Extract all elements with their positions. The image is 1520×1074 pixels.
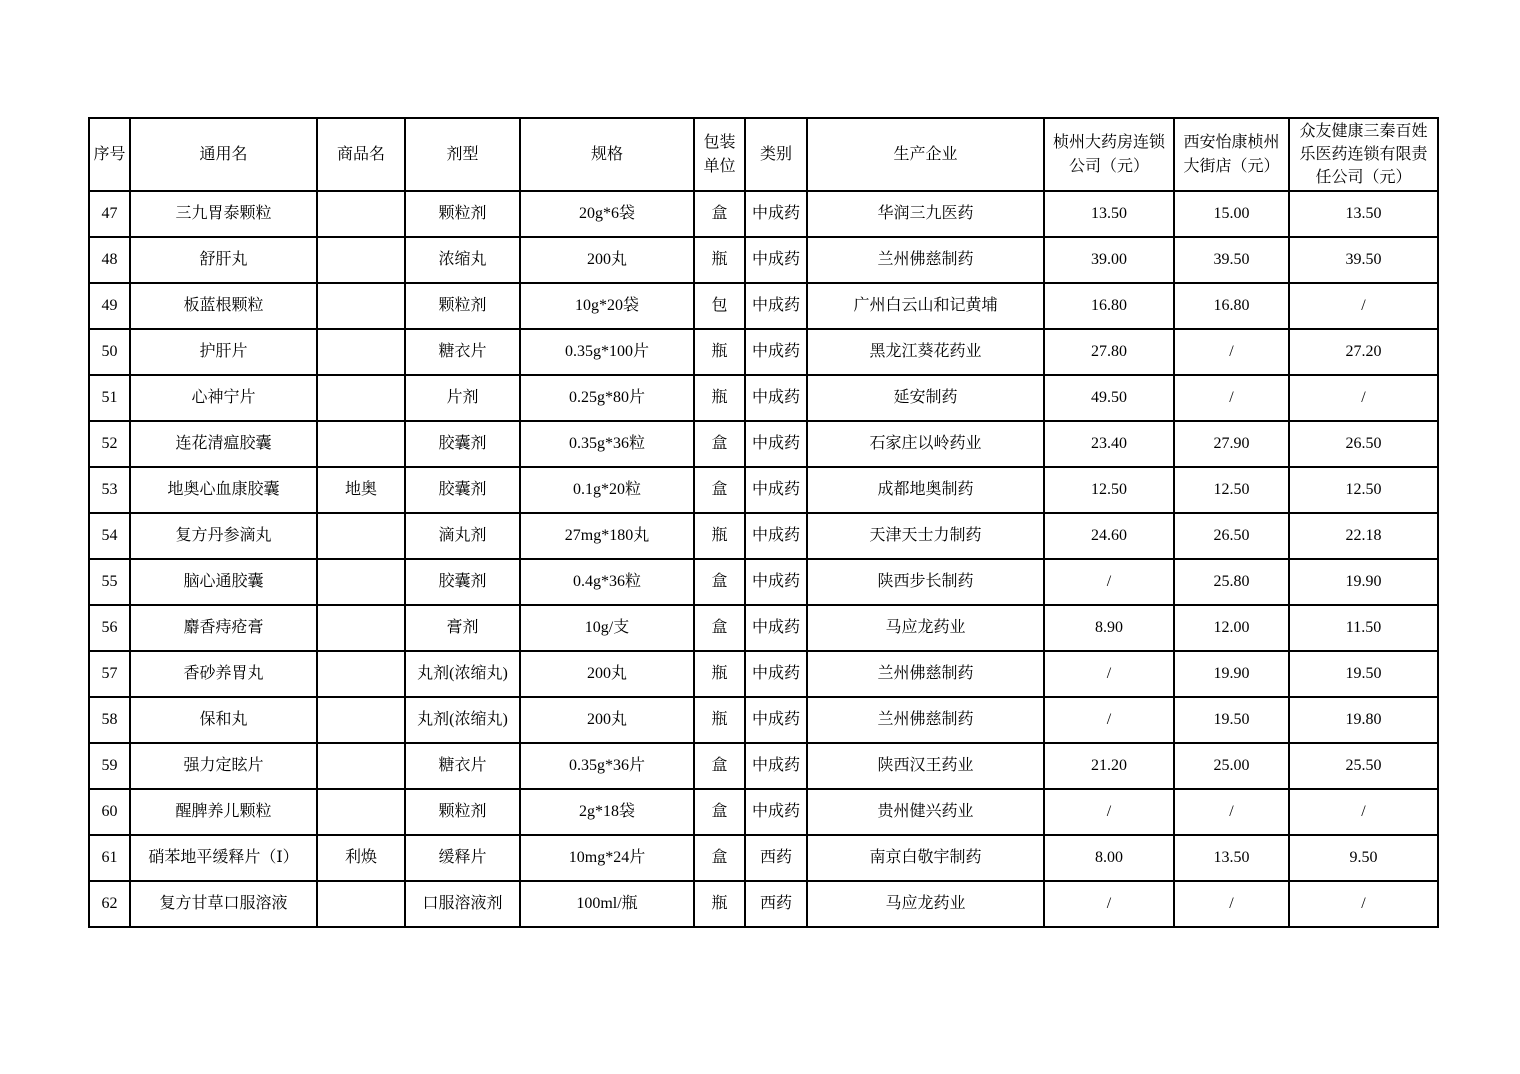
dosage-form-cell: 颗粒剂 xyxy=(405,789,520,835)
manufacturer-cell: 天津天士力制药 xyxy=(807,513,1044,559)
price-zhongyou-health-cell: 13.50 xyxy=(1289,191,1438,237)
price-yikang-dajie-cell: 12.00 xyxy=(1174,605,1289,651)
index-cell: 49 xyxy=(89,283,130,329)
category-cell: 中成药 xyxy=(745,421,807,467)
index-cell: 54 xyxy=(89,513,130,559)
header-dosage-form: 剂型 xyxy=(405,118,520,191)
index-cell: 59 xyxy=(89,743,130,789)
index-cell: 48 xyxy=(89,237,130,283)
header-specification: 规格 xyxy=(520,118,694,191)
package-unit-cell: 瓶 xyxy=(694,329,745,375)
table-row xyxy=(89,835,1438,881)
table-row xyxy=(89,513,1438,559)
brand-name-cell xyxy=(317,697,405,743)
price-yikang-dajie-cell: / xyxy=(1174,375,1289,421)
manufacturer-cell: 黑龙江葵花药业 xyxy=(807,329,1044,375)
dosage-form-cell: 浓缩丸 xyxy=(405,237,520,283)
brand-name-cell xyxy=(317,283,405,329)
dosage-form-cell: 滴丸剂 xyxy=(405,513,520,559)
specification-cell: 200丸 xyxy=(520,697,694,743)
generic-name-cell: 舒肝丸 xyxy=(130,237,317,283)
price-yikang-dajie-cell: 15.00 xyxy=(1174,191,1289,237)
price-zhenzhou-chain-cell: / xyxy=(1044,881,1174,927)
price-zhenzhou-chain-cell: / xyxy=(1044,789,1174,835)
brand-name-cell xyxy=(317,237,405,283)
category-cell: 中成药 xyxy=(745,283,807,329)
specification-cell: 200丸 xyxy=(520,237,694,283)
category-cell: 中成药 xyxy=(745,467,807,513)
category-cell: 中成药 xyxy=(745,513,807,559)
manufacturer-cell: 马应龙药业 xyxy=(807,605,1044,651)
specification-cell: 0.35g*36粒 xyxy=(520,421,694,467)
category-cell: 西药 xyxy=(745,881,807,927)
manufacturer-cell: 广州白云山和记黄埔 xyxy=(807,283,1044,329)
price-zhenzhou-chain-cell: 13.50 xyxy=(1044,191,1174,237)
category-cell: 中成药 xyxy=(745,559,807,605)
price-yikang-dajie-cell: 26.50 xyxy=(1174,513,1289,559)
category-cell: 中成药 xyxy=(745,191,807,237)
dosage-form-cell: 胶囊剂 xyxy=(405,559,520,605)
category-cell: 中成药 xyxy=(745,237,807,283)
package-unit-cell: 瓶 xyxy=(694,881,745,927)
price-zhenzhou-chain-cell: 39.00 xyxy=(1044,237,1174,283)
specification-cell: 200丸 xyxy=(520,651,694,697)
specification-cell: 100ml/瓶 xyxy=(520,881,694,927)
package-unit-cell: 瓶 xyxy=(694,375,745,421)
generic-name-cell: 香砂养胃丸 xyxy=(130,651,317,697)
header-price-zhenzhou-chain: 桢州大药房连锁公司（元） xyxy=(1044,118,1174,191)
header-package-unit: 包装单位 xyxy=(694,118,745,191)
index-cell: 50 xyxy=(89,329,130,375)
price-zhongyou-health-cell: / xyxy=(1289,283,1438,329)
brand-name-cell xyxy=(317,881,405,927)
dosage-form-cell: 胶囊剂 xyxy=(405,467,520,513)
price-zhongyou-health-cell: 19.80 xyxy=(1289,697,1438,743)
specification-cell: 10g/支 xyxy=(520,605,694,651)
header-price-zhongyou-health: 众友健康三秦百姓乐医药连锁有限责任公司（元） xyxy=(1289,118,1438,191)
price-zhongyou-health-cell: / xyxy=(1289,375,1438,421)
price-zhenzhou-chain-cell: / xyxy=(1044,697,1174,743)
manufacturer-cell: 延安制药 xyxy=(807,375,1044,421)
price-zhongyou-health-cell: 22.18 xyxy=(1289,513,1438,559)
brand-name-cell: 地奥 xyxy=(317,467,405,513)
table-row xyxy=(89,605,1438,651)
generic-name-cell: 三九胃泰颗粒 xyxy=(130,191,317,237)
generic-name-cell: 保和丸 xyxy=(130,697,317,743)
generic-name-cell: 地奥心血康胶囊 xyxy=(130,467,317,513)
table-row xyxy=(89,697,1438,743)
manufacturer-cell: 南京白敬宇制药 xyxy=(807,835,1044,881)
category-cell: 中成药 xyxy=(745,789,807,835)
brand-name-cell xyxy=(317,329,405,375)
manufacturer-cell: 兰州佛慈制药 xyxy=(807,697,1044,743)
brand-name-cell xyxy=(317,559,405,605)
brand-name-cell xyxy=(317,651,405,697)
package-unit-cell: 瓶 xyxy=(694,651,745,697)
table-row xyxy=(89,559,1438,605)
price-zhenzhou-chain-cell: / xyxy=(1044,559,1174,605)
package-unit-cell: 盒 xyxy=(694,835,745,881)
brand-name-cell xyxy=(317,191,405,237)
drug-price-table xyxy=(88,117,1439,928)
price-yikang-dajie-cell: 12.50 xyxy=(1174,467,1289,513)
category-cell: 中成药 xyxy=(745,329,807,375)
index-cell: 52 xyxy=(89,421,130,467)
generic-name-cell: 麝香痔疮膏 xyxy=(130,605,317,651)
generic-name-cell: 复方丹参滴丸 xyxy=(130,513,317,559)
manufacturer-cell: 陕西步长制药 xyxy=(807,559,1044,605)
package-unit-cell: 瓶 xyxy=(694,513,745,559)
table-row xyxy=(89,421,1438,467)
index-cell: 55 xyxy=(89,559,130,605)
price-zhenzhou-chain-cell: 16.80 xyxy=(1044,283,1174,329)
dosage-form-cell: 糖衣片 xyxy=(405,329,520,375)
manufacturer-cell: 马应龙药业 xyxy=(807,881,1044,927)
header-category: 类别 xyxy=(745,118,807,191)
brand-name-cell xyxy=(317,513,405,559)
price-zhongyou-health-cell: 25.50 xyxy=(1289,743,1438,789)
price-yikang-dajie-cell: / xyxy=(1174,329,1289,375)
brand-name-cell xyxy=(317,605,405,651)
category-cell: 中成药 xyxy=(745,605,807,651)
price-zhongyou-health-cell: 19.50 xyxy=(1289,651,1438,697)
generic-name-cell: 强力定眩片 xyxy=(130,743,317,789)
table-row xyxy=(89,467,1438,513)
price-zhongyou-health-cell: 11.50 xyxy=(1289,605,1438,651)
price-zhongyou-health-cell: 9.50 xyxy=(1289,835,1438,881)
package-unit-cell: 盒 xyxy=(694,191,745,237)
specification-cell: 10g*20袋 xyxy=(520,283,694,329)
price-zhongyou-health-cell: 12.50 xyxy=(1289,467,1438,513)
price-yikang-dajie-cell: 13.50 xyxy=(1174,835,1289,881)
table-row xyxy=(89,191,1438,237)
price-zhenzhou-chain-cell: 27.80 xyxy=(1044,329,1174,375)
specification-cell: 10mg*24片 xyxy=(520,835,694,881)
dosage-form-cell: 颗粒剂 xyxy=(405,283,520,329)
header-row xyxy=(89,118,1438,191)
price-zhongyou-health-cell: / xyxy=(1289,789,1438,835)
index-cell: 51 xyxy=(89,375,130,421)
price-zhenzhou-chain-cell: 8.00 xyxy=(1044,835,1174,881)
price-yikang-dajie-cell: 19.50 xyxy=(1174,697,1289,743)
manufacturer-cell: 成都地奥制药 xyxy=(807,467,1044,513)
price-zhenzhou-chain-cell: 49.50 xyxy=(1044,375,1174,421)
dosage-form-cell: 丸剂(浓缩丸) xyxy=(405,651,520,697)
dosage-form-cell: 颗粒剂 xyxy=(405,191,520,237)
generic-name-cell: 连花清瘟胶囊 xyxy=(130,421,317,467)
price-zhongyou-health-cell: / xyxy=(1289,881,1438,927)
manufacturer-cell: 兰州佛慈制药 xyxy=(807,237,1044,283)
category-cell: 中成药 xyxy=(745,651,807,697)
package-unit-cell: 盒 xyxy=(694,605,745,651)
index-cell: 61 xyxy=(89,835,130,881)
table-row xyxy=(89,329,1438,375)
category-cell: 中成药 xyxy=(745,697,807,743)
price-zhenzhou-chain-cell: / xyxy=(1044,651,1174,697)
price-zhongyou-health-cell: 27.20 xyxy=(1289,329,1438,375)
brand-name-cell xyxy=(317,375,405,421)
header-brand-name: 商品名 xyxy=(317,118,405,191)
package-unit-cell: 盒 xyxy=(694,421,745,467)
package-unit-cell: 盒 xyxy=(694,467,745,513)
price-zhenzhou-chain-cell: 8.90 xyxy=(1044,605,1174,651)
generic-name-cell: 脑心通胶囊 xyxy=(130,559,317,605)
specification-cell: 2g*18袋 xyxy=(520,789,694,835)
brand-name-cell xyxy=(317,789,405,835)
dosage-form-cell: 片剂 xyxy=(405,375,520,421)
specification-cell: 0.35g*100片 xyxy=(520,329,694,375)
manufacturer-cell: 兰州佛慈制药 xyxy=(807,651,1044,697)
category-cell: 中成药 xyxy=(745,375,807,421)
price-zhongyou-health-cell: 39.50 xyxy=(1289,237,1438,283)
price-zhenzhou-chain-cell: 12.50 xyxy=(1044,467,1174,513)
manufacturer-cell: 华润三九医药 xyxy=(807,191,1044,237)
dosage-form-cell: 缓释片 xyxy=(405,835,520,881)
table-row xyxy=(89,375,1438,421)
price-yikang-dajie-cell: 16.80 xyxy=(1174,283,1289,329)
table-row xyxy=(89,881,1438,927)
generic-name-cell: 醒脾养儿颗粒 xyxy=(130,789,317,835)
dosage-form-cell: 口服溶液剂 xyxy=(405,881,520,927)
index-cell: 56 xyxy=(89,605,130,651)
price-yikang-dajie-cell: / xyxy=(1174,881,1289,927)
price-yikang-dajie-cell: 39.50 xyxy=(1174,237,1289,283)
price-yikang-dajie-cell: 19.90 xyxy=(1174,651,1289,697)
price-zhenzhou-chain-cell: 24.60 xyxy=(1044,513,1174,559)
generic-name-cell: 板蓝根颗粒 xyxy=(130,283,317,329)
package-unit-cell: 瓶 xyxy=(694,697,745,743)
price-zhenzhou-chain-cell: 23.40 xyxy=(1044,421,1174,467)
index-cell: 62 xyxy=(89,881,130,927)
header-price-yikang-dajie: 西安怡康桢州大街店（元） xyxy=(1174,118,1289,191)
brand-name-cell: 利焕 xyxy=(317,835,405,881)
price-zhongyou-health-cell: 19.90 xyxy=(1289,559,1438,605)
package-unit-cell: 瓶 xyxy=(694,237,745,283)
table-row xyxy=(89,283,1438,329)
dosage-form-cell: 胶囊剂 xyxy=(405,421,520,467)
package-unit-cell: 包 xyxy=(694,283,745,329)
index-cell: 60 xyxy=(89,789,130,835)
specification-cell: 0.35g*36片 xyxy=(520,743,694,789)
generic-name-cell: 硝苯地平缓释片（Ⅰ） xyxy=(130,835,317,881)
price-zhenzhou-chain-cell: 21.20 xyxy=(1044,743,1174,789)
package-unit-cell: 盒 xyxy=(694,559,745,605)
index-cell: 53 xyxy=(89,467,130,513)
package-unit-cell: 盒 xyxy=(694,789,745,835)
dosage-form-cell: 丸剂(浓缩丸) xyxy=(405,697,520,743)
specification-cell: 0.1g*20粒 xyxy=(520,467,694,513)
table-row xyxy=(89,743,1438,789)
generic-name-cell: 护肝片 xyxy=(130,329,317,375)
index-cell: 58 xyxy=(89,697,130,743)
price-yikang-dajie-cell: 25.00 xyxy=(1174,743,1289,789)
index-cell: 47 xyxy=(89,191,130,237)
table-row xyxy=(89,651,1438,697)
specification-cell: 27mg*180丸 xyxy=(520,513,694,559)
package-unit-cell: 盒 xyxy=(694,743,745,789)
category-cell: 西药 xyxy=(745,835,807,881)
specification-cell: 0.25g*80片 xyxy=(520,375,694,421)
table-row xyxy=(89,789,1438,835)
dosage-form-cell: 糖衣片 xyxy=(405,743,520,789)
header-index: 序号 xyxy=(89,118,130,191)
index-cell: 57 xyxy=(89,651,130,697)
manufacturer-cell: 贵州健兴药业 xyxy=(807,789,1044,835)
generic-name-cell: 心神宁片 xyxy=(130,375,317,421)
header-manufacturer: 生产企业 xyxy=(807,118,1044,191)
price-yikang-dajie-cell: 25.80 xyxy=(1174,559,1289,605)
brand-name-cell xyxy=(317,743,405,789)
dosage-form-cell: 膏剂 xyxy=(405,605,520,651)
price-zhongyou-health-cell: 26.50 xyxy=(1289,421,1438,467)
specification-cell: 20g*6袋 xyxy=(520,191,694,237)
header-generic-name: 通用名 xyxy=(130,118,317,191)
category-cell: 中成药 xyxy=(745,743,807,789)
table-row xyxy=(89,237,1438,283)
generic-name-cell: 复方甘草口服溶液 xyxy=(130,881,317,927)
table-body xyxy=(89,191,1438,927)
manufacturer-cell: 石家庄以岭药业 xyxy=(807,421,1044,467)
specification-cell: 0.4g*36粒 xyxy=(520,559,694,605)
price-yikang-dajie-cell: 27.90 xyxy=(1174,421,1289,467)
price-yikang-dajie-cell: / xyxy=(1174,789,1289,835)
brand-name-cell xyxy=(317,421,405,467)
manufacturer-cell: 陕西汉王药业 xyxy=(807,743,1044,789)
